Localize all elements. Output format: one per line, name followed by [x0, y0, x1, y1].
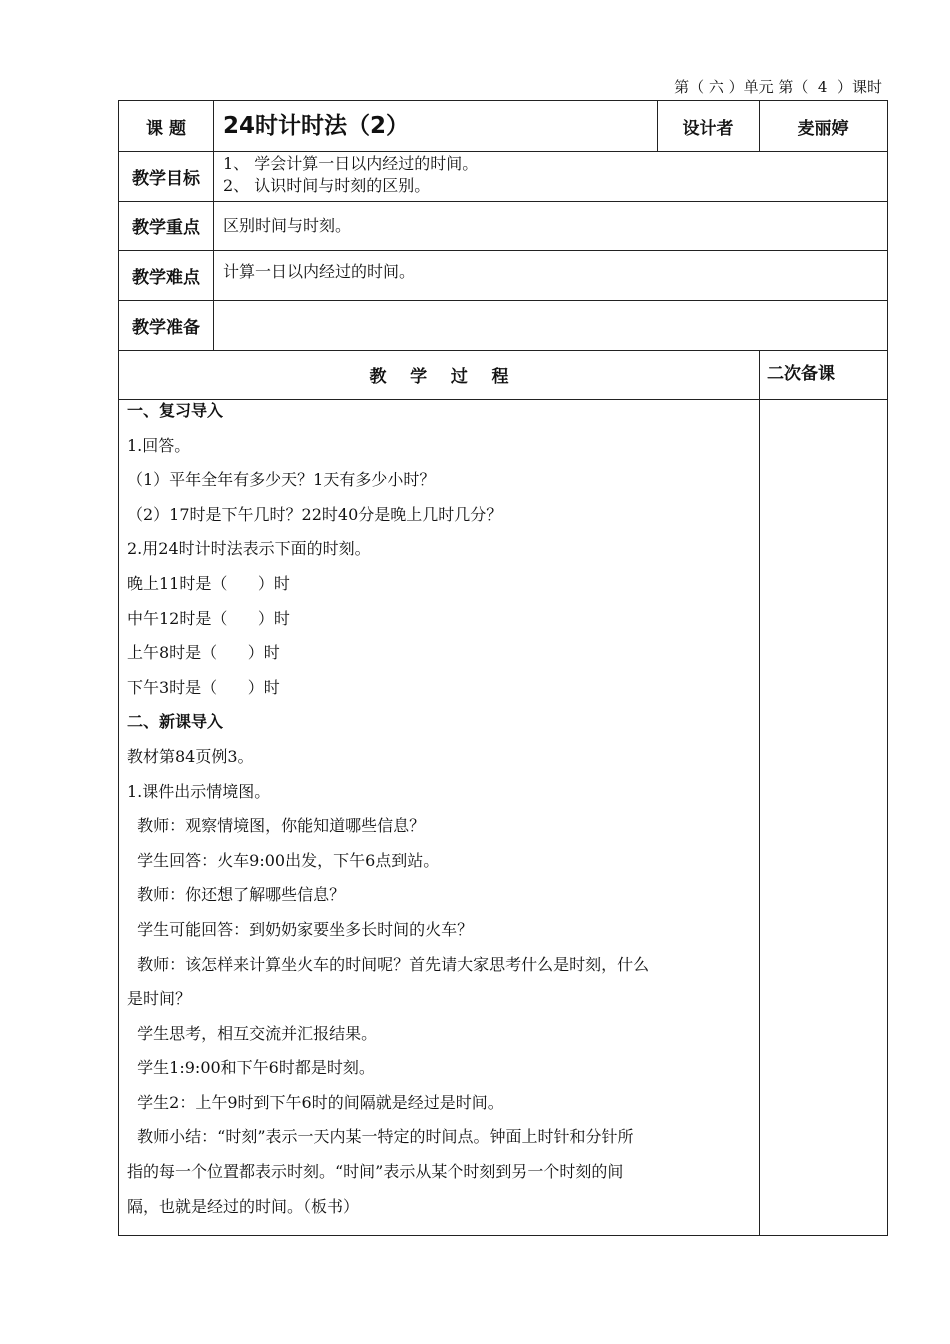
process-line: 学生回答：火车9:00出发，下午6点到站。: [127, 850, 440, 870]
process-line: 上午8时是（ ）时: [127, 643, 280, 663]
difficulty-text: 计算一日以内经过的时间。: [223, 262, 416, 281]
process-line: 1.课件出示情境图。: [127, 781, 271, 801]
topic-label: 课 题: [146, 118, 186, 139]
process-line: 晚上11时是（ ）时: [127, 573, 290, 593]
process-line: 教师：你还想了解哪些信息？: [127, 885, 346, 905]
process-line: 学生2：上午9时到下午6时的间隔就是经过是时间。: [127, 1092, 504, 1112]
goal-item: 2、 认识时间与时刻的区别。: [223, 176, 431, 195]
second-prep-column: [759, 399, 887, 1235]
process-line: 下午3时是（ ）时: [127, 677, 280, 697]
goals-list: [223, 153, 783, 197]
process-line: 教师：该怎样来计算坐火车的时间呢？首先请大家思考什么是时刻，什么: [127, 954, 650, 974]
lesson-title: 24时计时法（2）: [223, 113, 410, 139]
designer-label: 设计者: [682, 118, 734, 139]
key-point-label: 教学重点: [132, 218, 200, 238]
preparation-label: 教学准备: [132, 317, 200, 338]
process-line: 2.用24时计时法表示下面的时刻。: [127, 539, 371, 559]
lesson-plan-table: [118, 100, 888, 1236]
process-header: 教 学 过 程: [369, 367, 509, 387]
process-line: 学生思考，相互交流并汇报结果。: [127, 1023, 378, 1043]
unit-lesson-line: 第（ 六 ）单元 第（ 4 ）课时: [674, 78, 882, 96]
process-line: 指的每一个位置都表示时刻。“时间”表示从某个时刻到另一个时刻的间: [127, 1162, 624, 1182]
difficulty-label: 教学难点: [132, 267, 200, 288]
process-line: 隔，也就是经过的时间。（板书）: [127, 1196, 360, 1216]
goals-label: 教学目标: [132, 168, 200, 189]
process-line: 学生1:9:00和下午6时都是时刻。: [127, 1058, 375, 1078]
section-heading-review: 一、复习导入: [127, 401, 224, 420]
process-line: 是时间？: [127, 989, 192, 1009]
process-line: 教师小结：“时刻”表示一天内某一特定的时间点。钟面上时针和分针所: [127, 1127, 634, 1147]
second-prep-label: 二次备课: [767, 364, 835, 384]
process-line: 中午12时是（ ）时: [127, 608, 290, 628]
process-line: 1.回答。: [127, 435, 191, 455]
process-line: （2）17时是下午几时？22时40分是晚上几时几分？: [127, 504, 503, 524]
goal-item: 1、 学会计算一日以内经过的时间。: [223, 154, 479, 173]
process-line: （1）平年全年有多少天？1天有多少小时？: [127, 470, 436, 490]
process-line: 学生可能回答：到奶奶家要坐多长时间的火车？: [127, 919, 474, 939]
section-heading-new-lesson: 二、新课导入: [127, 712, 224, 732]
designer-name: 麦丽婷: [797, 118, 849, 139]
key-point-text: 区别时间与时刻。: [223, 216, 352, 235]
process-line: 教师：观察情境图，你能知道哪些信息？: [127, 816, 426, 836]
process-body: [119, 399, 759, 1235]
process-line: 教材第84页例3。: [127, 746, 254, 766]
